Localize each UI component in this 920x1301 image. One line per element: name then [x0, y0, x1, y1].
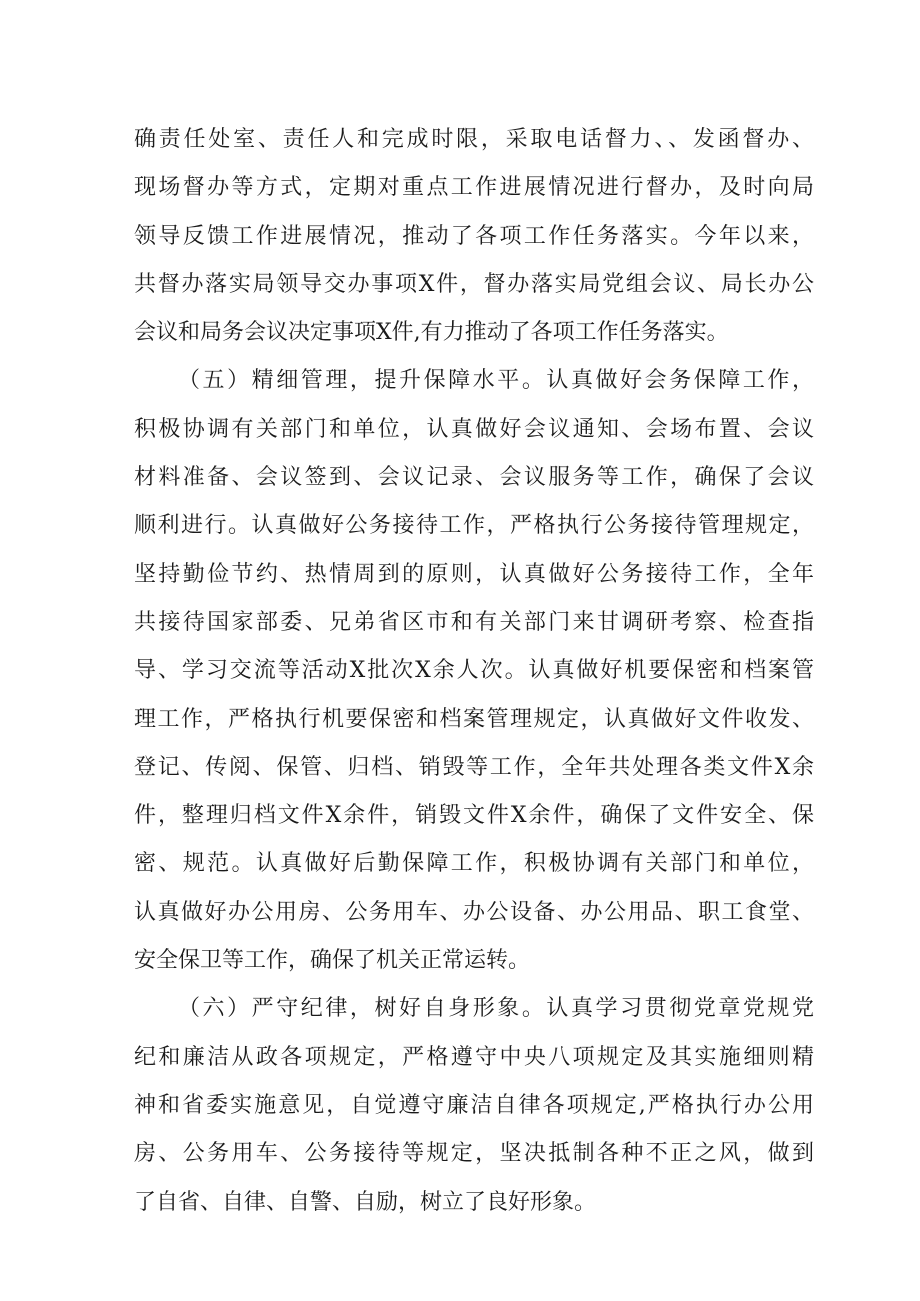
- text-line: 了自省、自律、自警、自励，树立了良好形象。: [134, 1189, 597, 1215]
- text-line: 认真做好办公用房、公务用车、办公设备、办公用品、职工食堂、: [134, 899, 814, 925]
- text-line: 确责任处室、责任人和完成时限，采取电话督力、、发函督办、: [134, 127, 814, 152]
- text-line: 登记、传阅、保管、归档、销毁等工作，全年共处理各类文件X余: [134, 754, 814, 780]
- text-line: 坚持勤俭节约、热情周到的原则，认真做好公务接待工作，全年: [134, 561, 814, 587]
- text-line: 现场督办等方式，定期对重点工作进展情况进行督办，及时向局: [134, 175, 814, 201]
- text-line: （五）精细管理，提升保障水平。认真做好会务保障工作，: [178, 368, 814, 394]
- text-line: 房、公务用车、公务接待等规定，坚决抵制各种不正之风，做到: [134, 1141, 814, 1167]
- text-line: 顺利进行。认真做好公务接待工作，严格执行公务接待管理规定，: [134, 513, 814, 539]
- text-line: 理工作，严格执行机要保密和档案管理规定，认真做好文件收发、: [134, 706, 814, 732]
- text-line: 纪和廉洁从政各项规定，严格遵守中央八项规定及其实施细则精: [134, 1044, 814, 1070]
- text-line: 密、规范。认真做好后勤保障工作，积极协调有关部门和单位，: [134, 851, 814, 877]
- text-line: 材料准备、会议签到、会议记录、会议服务等工作，确保了会议: [134, 465, 814, 491]
- text-line: 会议和局务会议决定事项X件,有力推动了各项工作任务落实。: [134, 320, 729, 346]
- text-line: （六）严守纪律，树好自身形象。认真学习贯彻党章党规党: [178, 996, 814, 1022]
- paragraph-section-5: [134, 357, 814, 985]
- text-line: 共接待国家部委、兄弟省区市和有关部门来甘调研考察、检查指: [134, 609, 814, 635]
- paragraph-supervision: [134, 116, 814, 357]
- body-text: [134, 116, 814, 1227]
- text-line: 件，整理归档文件X余件，销毁文件X余件，确保了文件安全、保: [134, 803, 814, 829]
- text-line: 积极协调有关部门和单位，认真做好会议通知、会场布置、会议: [134, 416, 814, 442]
- text-line: 导、学习交流等活动X批次X余人次。认真做好机要保密和档案管: [134, 658, 814, 684]
- paragraph-section-6: [134, 985, 814, 1226]
- text-line: 共督办落实局领导交办事项X件，督办落实局党组会议、局长办公: [134, 271, 814, 297]
- text-line: 神和省委实施意见，自觉遵守廉洁自律各项规定,严格执行办公用: [134, 1092, 814, 1118]
- text-line: 领导反馈工作进展情况，推动了各项工作任务落实。今年以来，: [134, 223, 814, 249]
- text-line: 安全保卫等工作，确保了机关正常运转。: [134, 948, 531, 974]
